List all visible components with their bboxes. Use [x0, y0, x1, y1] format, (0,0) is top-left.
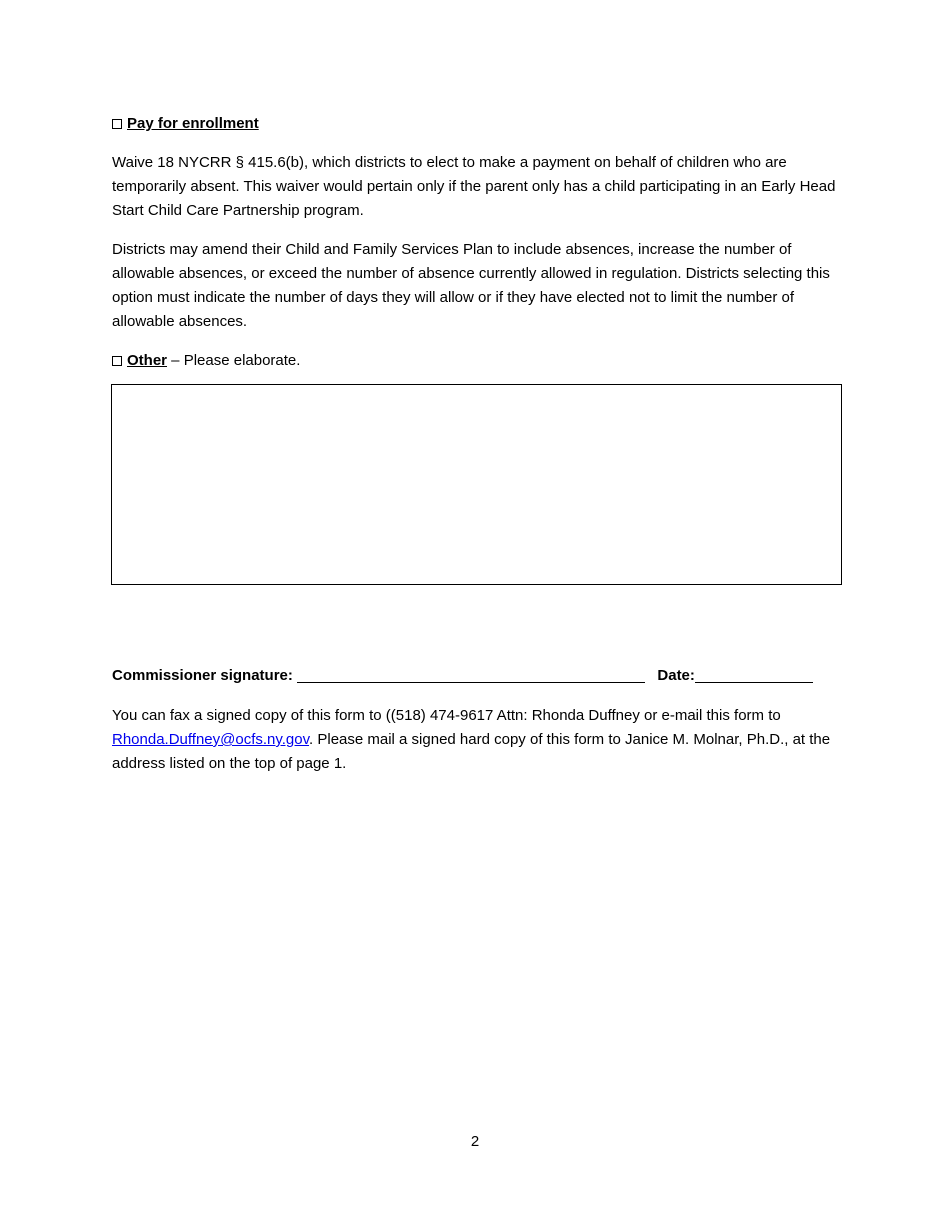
footer-instructions — [112, 704, 842, 776]
date-field[interactable] — [695, 668, 813, 683]
pay-for-enrollment-option — [112, 112, 842, 136]
other-suffix: – Please elaborate. — [167, 352, 301, 369]
page-number: 2 — [470, 1133, 480, 1150]
other-label: Other — [127, 352, 168, 369]
signature-label: Commissioner signature: — [112, 667, 293, 684]
signature-line — [112, 664, 813, 688]
footer-text-before: You can fax a signed copy of this form to ((518) 474-9617 Attn: Rhonda Duffney or e-mail this form to — [112, 707, 781, 724]
other-option — [112, 349, 842, 373]
elaborate-text-box[interactable] — [111, 384, 842, 585]
footer-text-after: . Please mail a signed hard copy of this form to Janice M. Molnar, Ph.D., at the address listed on the top of page 1. — [112, 731, 831, 772]
email-link[interactable]: Rhonda.Duffney@ocfs.ny.gov — [112, 731, 310, 748]
date-label: Date: — [657, 667, 695, 684]
signature-field[interactable] — [297, 668, 645, 683]
pay-for-enrollment-label: Pay for enrollment — [127, 115, 259, 132]
other-checkbox[interactable] — [112, 356, 122, 366]
pay-for-enrollment-checkbox[interactable] — [112, 119, 122, 129]
form-content — [112, 112, 842, 373]
waiver-paragraph: Waive 18 NYCRR § 415.6(b), which districts to elect to make a payment on behalf of children who are temporarily absent. This waiver would pertain only if the parent only has a child participating in an Early Head Start Child Care Partnership program. — [112, 154, 836, 219]
districts-paragraph: Districts may amend their Child and Family Services Plan to include absences, increase the number of allowable absences, or exceed the number of absence currently allowed in regulation. Districts selecting this option must indicate the number of days they will allow or if they have elected not to limit the number of allowable absences. — [112, 241, 830, 330]
